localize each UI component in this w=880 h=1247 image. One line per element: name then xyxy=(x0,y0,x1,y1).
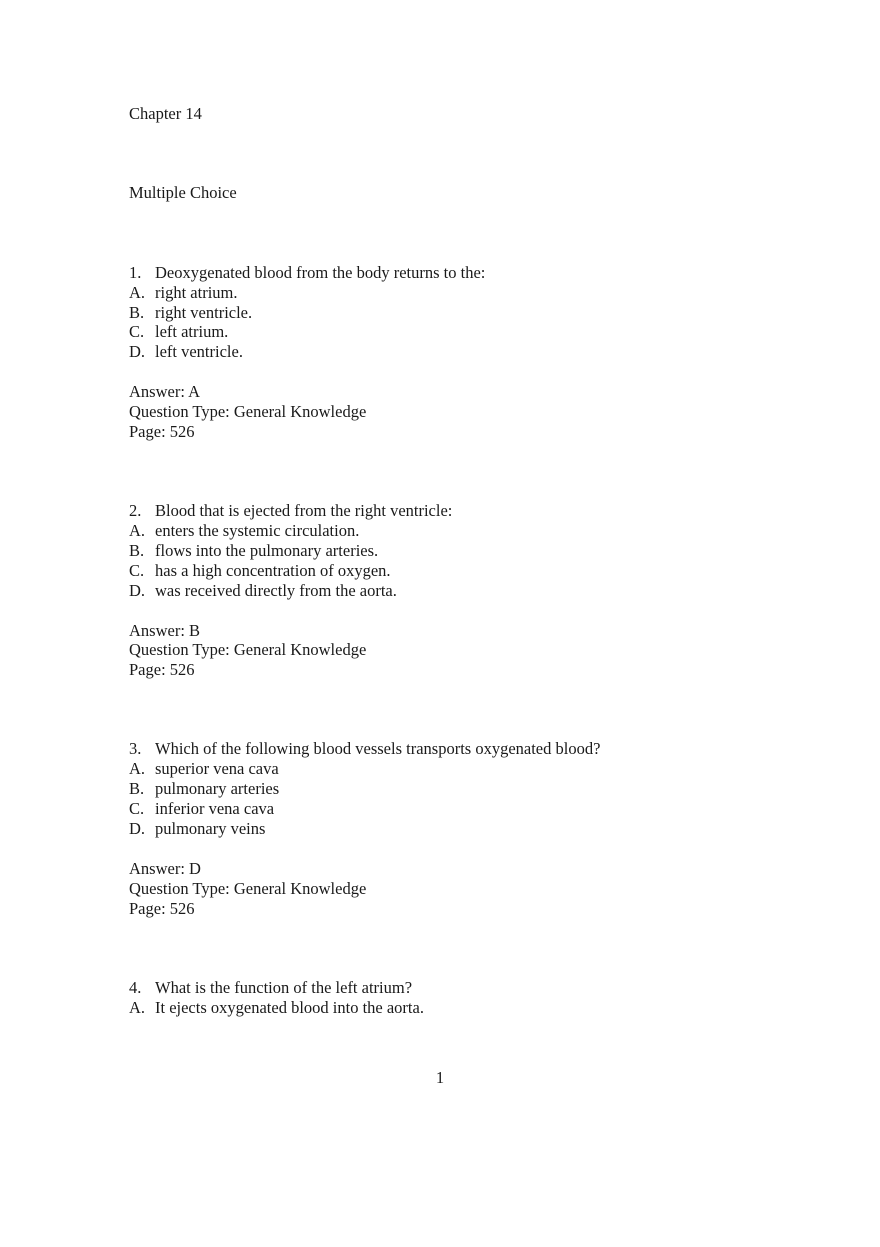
option-text: pulmonary veins xyxy=(155,819,266,838)
option-letter: C. xyxy=(129,799,145,818)
option-a xyxy=(129,759,279,779)
question-stem xyxy=(129,501,452,521)
question-number: 3. xyxy=(129,739,142,758)
option-letter: C. xyxy=(129,561,145,580)
option-letter: D. xyxy=(129,342,146,361)
question-type-line: Question Type: General Knowledge xyxy=(129,879,367,898)
question-number: 2. xyxy=(129,501,142,520)
option-a xyxy=(129,283,237,303)
page-number: 1 xyxy=(435,1068,445,1087)
option-letter: A. xyxy=(129,759,146,778)
page-reference: Page: 526 xyxy=(129,660,195,679)
option-letter: A. xyxy=(129,283,146,302)
question-type-line: Question Type: General Knowledge xyxy=(129,402,367,421)
option-text: has a high concentration of oxygen. xyxy=(155,561,391,580)
option-letter: B. xyxy=(129,541,145,560)
option-letter: B. xyxy=(129,303,145,322)
option-letter: C. xyxy=(129,322,145,341)
option-d xyxy=(129,581,397,601)
question-stem xyxy=(129,978,412,998)
option-d xyxy=(129,342,243,362)
answer-line: Answer: D xyxy=(129,859,201,878)
question-number: 4. xyxy=(129,978,142,997)
option-letter: A. xyxy=(129,521,146,540)
question-text: What is the function of the left atrium? xyxy=(155,978,413,997)
chapter-title: Chapter 14 xyxy=(129,104,202,123)
option-text: left ventricle. xyxy=(155,342,243,361)
question-type-line: Question Type: General Knowledge xyxy=(129,640,367,659)
option-letter: B. xyxy=(129,779,145,798)
answer-line: Answer: A xyxy=(129,382,201,401)
option-c xyxy=(129,561,391,581)
section-title: Multiple Choice xyxy=(129,183,237,202)
option-text: inferior vena cava xyxy=(155,799,275,818)
page-reference: Page: 526 xyxy=(129,422,195,441)
option-d xyxy=(129,819,265,839)
option-a xyxy=(129,998,424,1018)
option-letter: D. xyxy=(129,581,146,600)
question-text: Blood that is ejected from the right ventricle: xyxy=(155,501,453,520)
option-letter: A. xyxy=(129,998,146,1017)
option-text: right atrium. xyxy=(155,283,238,302)
option-letter: D. xyxy=(129,819,146,838)
option-text: superior vena cava xyxy=(155,759,279,778)
question-text: Which of the following blood vessels transports oxygenated blood? xyxy=(155,739,601,758)
option-text: left atrium. xyxy=(155,322,229,341)
option-c xyxy=(129,799,274,819)
page-reference: Page: 526 xyxy=(129,899,195,918)
option-b xyxy=(129,541,378,561)
question-stem xyxy=(129,739,600,759)
option-text: It ejects oxygenated blood into the aorta. xyxy=(155,998,424,1017)
option-a xyxy=(129,521,359,541)
question-stem xyxy=(129,263,485,283)
option-text: right ventricle. xyxy=(155,303,253,322)
option-c xyxy=(129,322,228,342)
answer-line: Answer: B xyxy=(129,621,201,640)
question-number: 1. xyxy=(129,263,142,282)
option-text: enters the systemic circulation. xyxy=(155,521,360,540)
option-text: pulmonary arteries xyxy=(155,779,280,798)
option-b xyxy=(129,303,252,323)
option-b xyxy=(129,779,279,799)
question-text: Deoxygenated blood from the body returns to the: xyxy=(155,263,486,282)
option-text: flows into the pulmonary arteries. xyxy=(155,541,379,560)
option-text: was received directly from the aorta. xyxy=(155,581,397,600)
